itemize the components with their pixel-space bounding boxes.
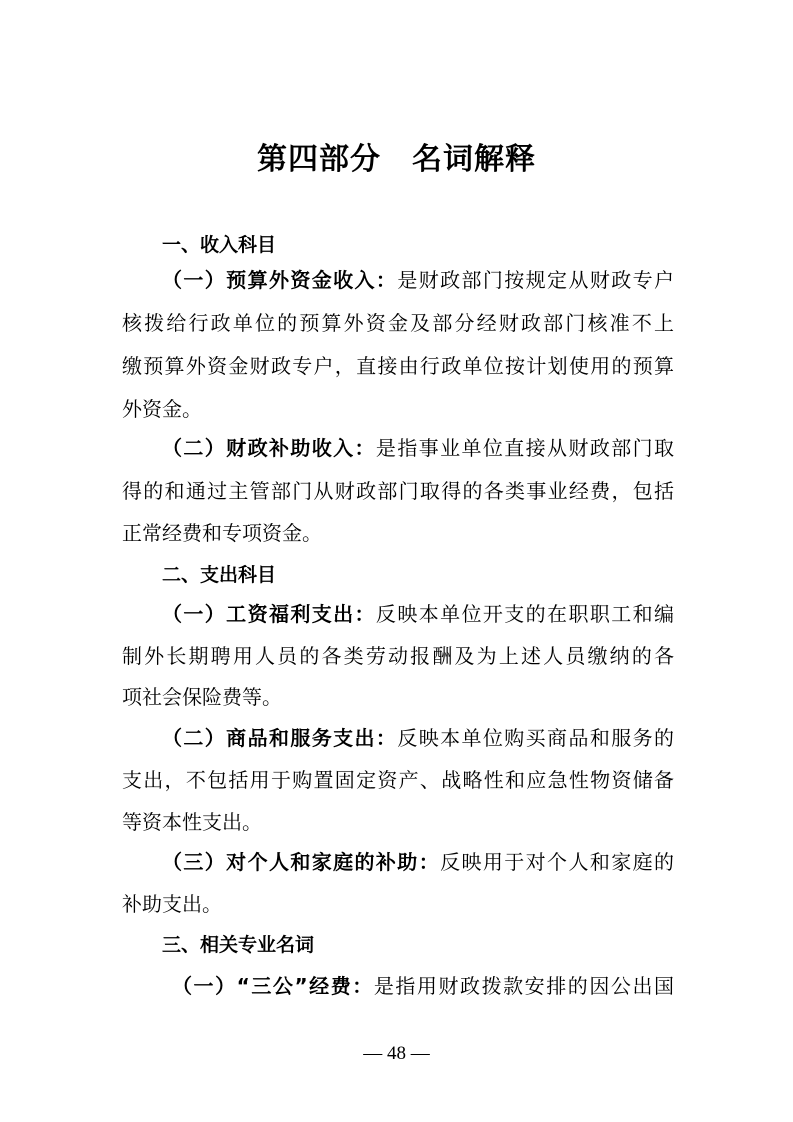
paragraph-line: 得的和通过主管部门从财政部门取得的各类事业经费，包括 (122, 479, 674, 503)
paragraph-line: 制外长期聘用人员的各类劳动报酬及为上述人员缴纳的各 (122, 644, 674, 668)
paragraph-line (162, 429, 674, 467)
paragraph-line: 支出，不包括用于购置固定资产、战略性和应急性物资储备 (122, 768, 674, 792)
paragraph-line: 缴预算外资金财政专户，直接由行政单位按计划使用的预算 (122, 354, 674, 378)
section-heading-expenditure: 二、支出科目 (162, 564, 277, 586)
term-label: （二）商品和服务支出： (162, 726, 398, 750)
definition-text: 反映本单位购买商品和服务的 (397, 726, 675, 750)
definition-text: 是财政部门按规定从财政专户 (397, 268, 675, 292)
paragraph-line: 正常经费和专项资金。 (122, 521, 322, 545)
paragraph-line: 项社会保险费等。 (122, 685, 282, 709)
term-label: （一）预算外资金收入： (162, 268, 398, 292)
paragraph-line: 补助支出。 (122, 892, 222, 916)
paragraph-line (162, 843, 674, 881)
paragraph-line (172, 967, 674, 1005)
term-label: （三）对个人和家庭的补助： (162, 850, 441, 874)
paragraph-line (162, 261, 674, 299)
definition-text: 是指事业单位直接从财政部门取 (375, 436, 675, 460)
term-label: （二）财政补助收入： (162, 436, 376, 460)
section-heading-related-terms: 三、相关专业名词 (162, 934, 315, 956)
paragraph-line: 核拨给行政单位的预算外资金及部分经财政部门核准不上 (122, 311, 674, 335)
term-label: （一）“三公”经费： (172, 974, 374, 998)
page-number: — 48 — (363, 1043, 430, 1064)
definition-text: 反映本单位开支的在职职工和编 (375, 602, 675, 626)
page-title: 第四部分 名词解释 (257, 142, 536, 177)
paragraph-line: 外资金。 (122, 397, 202, 421)
definition-text: 是指用财政拨款安排的因公出国 (373, 974, 674, 998)
paragraph-line (162, 595, 674, 633)
paragraph-line: 等资本性支出。 (122, 810, 262, 834)
paragraph-line (162, 719, 674, 757)
term-label: （一）工资福利支出： (162, 602, 376, 626)
definition-text: 反映用于对个人和家庭的 (440, 850, 675, 874)
section-heading-income: 一、收入科目 (162, 234, 277, 256)
